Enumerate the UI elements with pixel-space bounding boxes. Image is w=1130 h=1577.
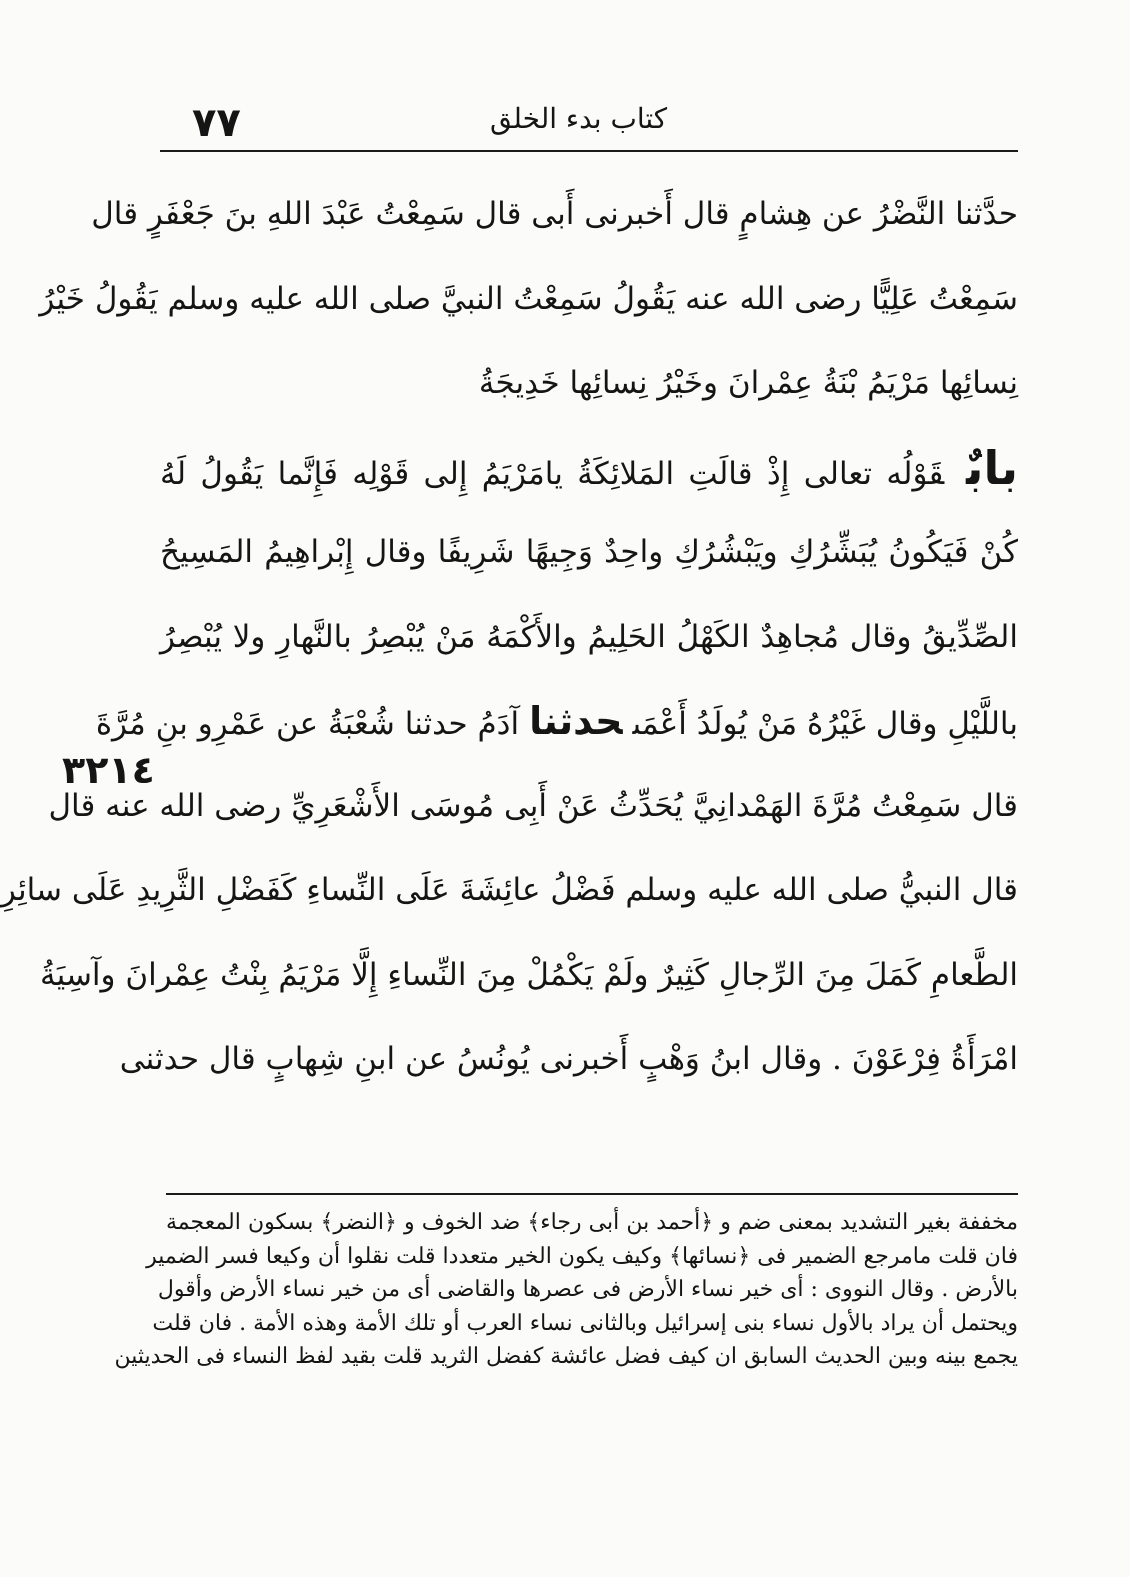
footnote-line: يجمع بينه وبين الحديث السابق ان كيف فضل عائشة كفضل الثريد قلت بقيد لفظ النساء فى الحديثين	[114, 1344, 1018, 1369]
hadith-number: ٣٢١٤	[62, 748, 155, 792]
text-line-chapter-heading	[160, 426, 1018, 511]
footnote-line: بالأرض . وقال النووى : أى خير نساء الأرض فى عصرها والقاضى أى من خير نساء الأرض وأقول	[157, 1277, 1018, 1302]
running-title: كتاب بدء الخلق	[490, 102, 668, 135]
page-header	[160, 92, 1018, 154]
footnote-rule	[166, 1193, 1018, 1195]
footnote-line: مخففة بغير التشديد بمعنى ضم و ﴿أحمد بن أبى رجاء﴾ ضد الخوف و ﴿النضر﴾ بسكون المعجمة	[166, 1210, 1018, 1235]
text-line: كُنْ فَيَكُونُ يُبَشِّرُكِ ويَبْشُرُكِ واحِدٌ وَجِيهًا شَرِيفًا وقال إِبْراهِيمُ المَسِيحُ	[160, 534, 1018, 570]
text-line-hadith-start	[95, 679, 1018, 764]
haddathana-marker: حدثنا	[529, 699, 623, 743]
header-rule	[160, 150, 1018, 152]
text-line: امْرَأَةُ فِرْعَوْنَ . وقال ابنُ وَهْبٍ أَخبرنى يُونُسُ عن ابنِ شِهابٍ قال حدثنى	[119, 1041, 1018, 1077]
chapter-heading-text: قَوْلُه تعالى إِذْ قالَتِ المَلائِكَةُ يامَرْيَمُ إِلى قَوْلِه فَإِنَّما يَقُولُ لَهُ	[160, 455, 945, 492]
text-segment: باللَّيْلِ وقال غَيْرُهُ مَنْ يُولَدُ أَعْمَى	[632, 706, 1018, 742]
text-line: الطَّعامِ كَمَلَ مِنَ الرِّجالِ كَثِيرٌ ولَمْ يَكْمُلْ مِنَ النِّساءِ إِلَّا مَرْيَمُ بِنْتُ عِمْرانَ وآسِيَةُ	[39, 956, 1018, 993]
chapter-heading-bab: بابٌ	[966, 440, 1018, 495]
text-line: سَمِعْتُ عَلِيًّا رضى الله عنه يَقُولُ سَمِعْتُ النبيَّ صلى الله عليه وسلم يَقُولُ خَيْرُ	[39, 280, 1018, 317]
text-segment: آدَمُ حدثنا شُعْبَةُ عن عَمْرِو بنِ مُرَّةَ	[95, 706, 520, 742]
footnotes	[114, 1206, 1018, 1374]
text-line: نِسائِها مَرْيَمُ بْنَةُ عِمْرانَ وخَيْرُ نِسائِها خَدِيجَةُ	[478, 365, 1018, 401]
page-number: ٧٧	[192, 100, 241, 146]
text-line: قال النبيُّ صلى الله عليه وسلم فَضْلُ عائِشَةَ عَلَى النِّساءِ كَفَضْلِ الثَّرِيدِ عَلَى سائِرِ	[0, 872, 1018, 908]
footnote-line: فان قلت مامرجع الضمير فى ﴿نسائها﴾ وكيف يكون الخير متعددا قلت نقلوا أن وكيعا فسر الضمير	[146, 1243, 1018, 1269]
text-line: قال سَمِعْتُ مُرَّةَ الهَمْدانِيَّ يُحَدِّثُ عَنْ أَبِى مُوسَى الأَشْعَرِيِّ رضى الله عنه قال	[48, 787, 1018, 824]
text-line: حدَّثنا النَّضْرُ عن هِشامٍ قال أَخبرنى أَبى قال سَمِعْتُ عَبْدَ اللهِ بنَ جَعْفَرٍ قال	[91, 196, 1018, 232]
text-line: الصِّدِّيقُ وقال مُجاهِدٌ الكَهْلُ الحَلِيمُ والأَكْمَهُ مَنْ يُبْصِرُ بالنَّهارِ ولا يُبْصِرُ	[160, 618, 1018, 655]
footnote-line: ويحتمل أن يراد بالأول نساء بنى إسرائيل وبالثانى نساء العرب أو تلك الأمة وهذه الأمة . فان قلت	[152, 1310, 1018, 1336]
